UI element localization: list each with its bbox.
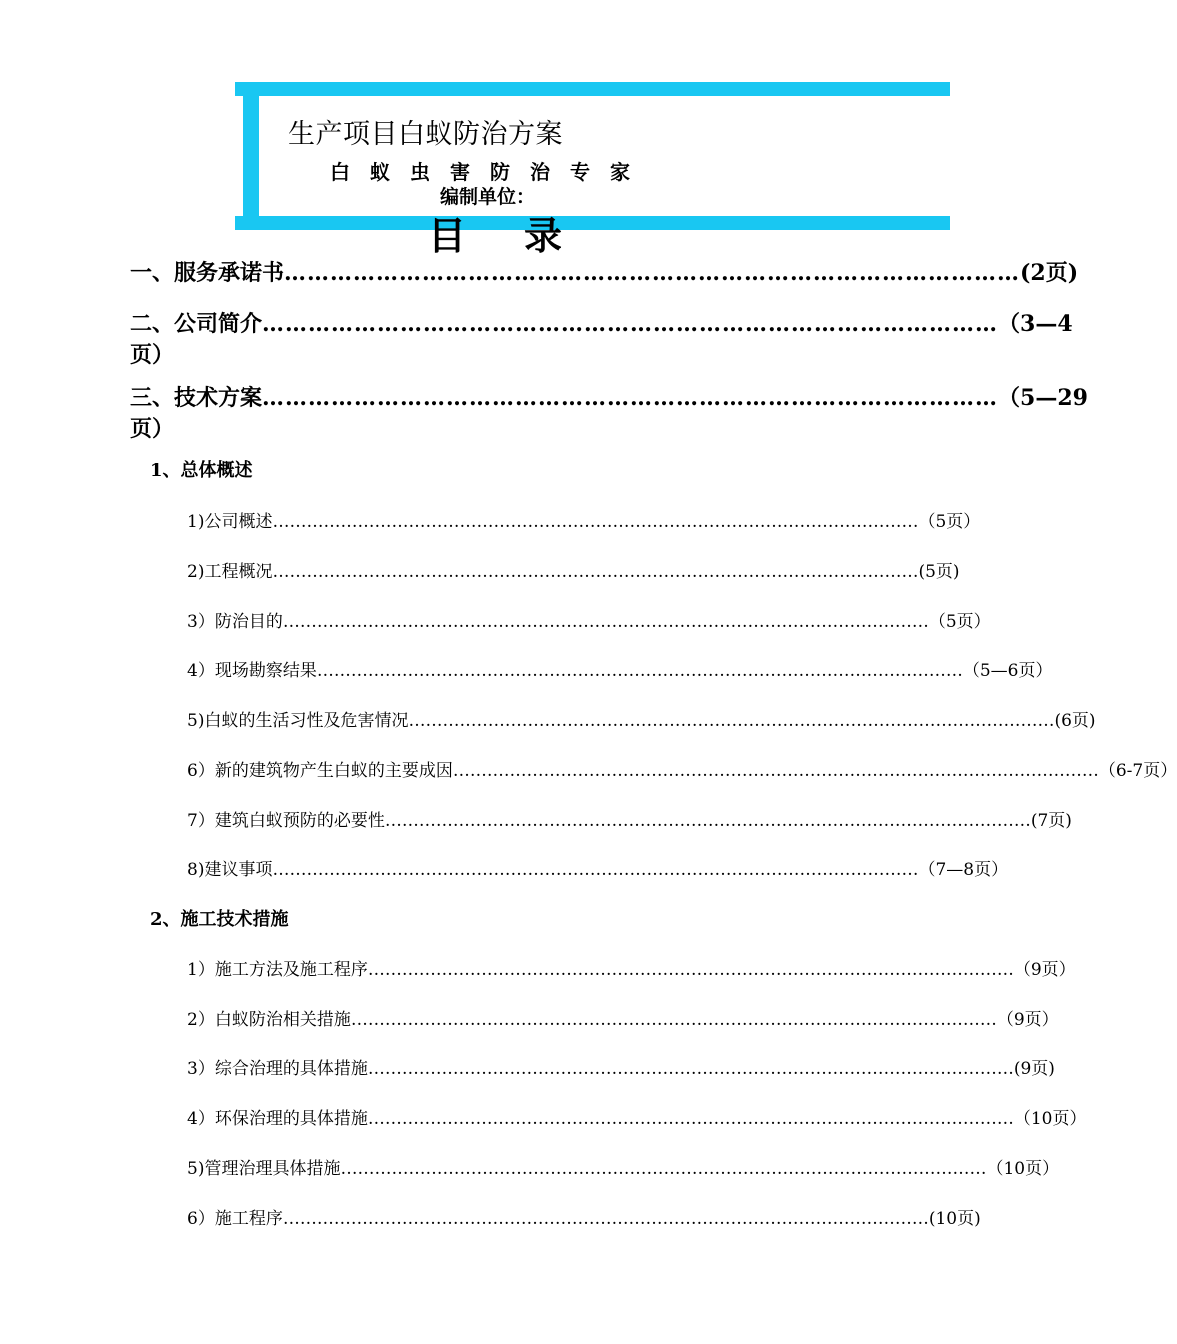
toc-sub-label: 4）现场勘察结果 xyxy=(187,661,317,681)
toc-sub-entry[interactable] xyxy=(187,806,1072,831)
document-subtitle: 白蚁虫害防治专家 xyxy=(330,160,650,184)
leader-dots: …………………………………………………………………………………… xyxy=(262,385,999,411)
toc-sub-pages: (5页) xyxy=(918,562,960,582)
toc-sub-pages: （9页） xyxy=(996,1010,1059,1030)
toc-main-entry[interactable] xyxy=(130,307,1073,369)
leader-dots: …………………………………………………………………………………………………… xyxy=(452,761,1099,781)
toc-sub-pages: (10页) xyxy=(928,1209,981,1229)
toc-sub-entry[interactable] xyxy=(187,756,1177,781)
toc-sub-label: 6）新的建筑物产生白蚁的主要成因 xyxy=(187,761,453,781)
toc-sub-pages: （5—6页） xyxy=(962,661,1053,681)
toc-sub-pages: （10页） xyxy=(1013,1109,1087,1129)
toc-sub-pages: （10页） xyxy=(986,1159,1060,1179)
leader-dots: …………………………………………………………………………………………………… xyxy=(282,1209,929,1229)
section-title: 1、总体概述 xyxy=(150,460,253,481)
toc-sub-entry[interactable] xyxy=(187,1054,1055,1079)
toc-sub-entry[interactable] xyxy=(187,855,1009,880)
leader-dots: …………………………………………………………………………………………………… xyxy=(272,512,919,532)
leader-dots: …………………………………………………………………………………………………… xyxy=(367,1109,1014,1129)
toc-sub-label: 2）白蚁防治相关措施 xyxy=(187,1010,351,1030)
toc-sub-label: 1）施工方法及施工程序 xyxy=(187,960,368,980)
leader-dots: …………………………………………………………………………………………………… xyxy=(367,960,1014,980)
toc-sub-label: 7）建筑白蚁预防的必要性 xyxy=(187,811,385,831)
leader-dots: …………………………………………………………………………………………………… xyxy=(282,612,929,632)
toc-sub-entry[interactable] xyxy=(187,607,991,632)
toc-sub-pages: (9页) xyxy=(1013,1059,1055,1079)
toc-main-pages-wrap: 页） xyxy=(130,342,175,368)
toc-sub-entry[interactable] xyxy=(187,507,981,532)
toc-sub-entry[interactable] xyxy=(187,706,1096,731)
toc-main-label: 一、服务承诺书 xyxy=(130,260,285,286)
leader-dots: …………………………………………………………………………………… xyxy=(262,311,999,337)
toc-sub-label: 4）环保治理的具体措施 xyxy=(187,1109,368,1129)
toc-sub-label: 1)公司概述 xyxy=(187,512,273,532)
leader-dots: …………………………………………………………………………………………………… xyxy=(384,811,1031,831)
toc-sub-label: 3）防治目的 xyxy=(187,612,283,632)
leader-dots: …………………………………………………………………………………………………… xyxy=(340,1159,987,1179)
document-title: 生产项目白蚁防治方案 xyxy=(288,119,563,150)
toc-sub-pages: （5页） xyxy=(928,612,991,632)
toc-sub-pages: （5页） xyxy=(918,512,981,532)
toc-sub-entry[interactable] xyxy=(187,1204,981,1229)
leader-dots: …………………………………………………………………………………………………… xyxy=(367,1059,1014,1079)
leader-dots: …………………………………………………………………………………………………… xyxy=(272,860,919,880)
frame-top-bar xyxy=(235,82,950,96)
toc-main-pages-wrap: 页） xyxy=(130,416,175,442)
toc-sub-entry[interactable] xyxy=(187,955,1076,980)
leader-dots: …………………………………………………………………………………………………… xyxy=(350,1010,997,1030)
toc-sub-entry[interactable] xyxy=(187,1154,1060,1179)
toc-sub-label: 3）综合治理的具体措施 xyxy=(187,1059,368,1079)
leader-dots: …………………………………………………………………………………… xyxy=(284,260,1021,286)
toc-sub-entry[interactable] xyxy=(187,557,960,582)
toc-sub-pages: （7—8页） xyxy=(918,860,1009,880)
toc-sub-label: 5)白蚁的生活习性及危害情况 xyxy=(187,711,409,731)
leader-dots: …………………………………………………………………………………………………… xyxy=(316,661,963,681)
toc-main-entry[interactable] xyxy=(130,381,1088,443)
toc-sub-pages: (6页) xyxy=(1054,711,1096,731)
toc-sub-label: 8)建议事项 xyxy=(187,860,273,880)
toc-sub-pages: （9页） xyxy=(1013,960,1076,980)
toc-heading: 目录 xyxy=(428,213,621,258)
toc-sub-pages: (7页) xyxy=(1030,811,1072,831)
toc-sub-label: 2)工程概况 xyxy=(187,562,273,582)
frame-left-bar xyxy=(243,82,259,230)
leader-dots: …………………………………………………………………………………………………… xyxy=(408,711,1055,731)
toc-sub-entry[interactable] xyxy=(187,656,1053,681)
toc-main-pages: (2页) xyxy=(1020,260,1079,286)
section-title: 2、施工技术措施 xyxy=(150,909,289,930)
toc-sub-entry[interactable] xyxy=(187,1104,1087,1129)
toc-main-pages: （3—4 xyxy=(998,311,1073,337)
toc-sub-entry[interactable] xyxy=(187,1005,1059,1030)
toc-main-label: 三、技术方案 xyxy=(130,385,263,411)
toc-sub-pages: （6-7页） xyxy=(1098,761,1177,781)
toc-sub-label: 6）施工程序 xyxy=(187,1209,283,1229)
unit-label: 编制单位： xyxy=(440,186,536,208)
toc-main-entry[interactable] xyxy=(130,256,1079,287)
leader-dots: …………………………………………………………………………………………………… xyxy=(272,562,919,582)
toc-sub-label: 5)管理治理具体措施 xyxy=(187,1159,341,1179)
toc-main-pages: （5—29 xyxy=(998,385,1088,411)
toc-main-label: 二、公司简介 xyxy=(130,311,263,337)
